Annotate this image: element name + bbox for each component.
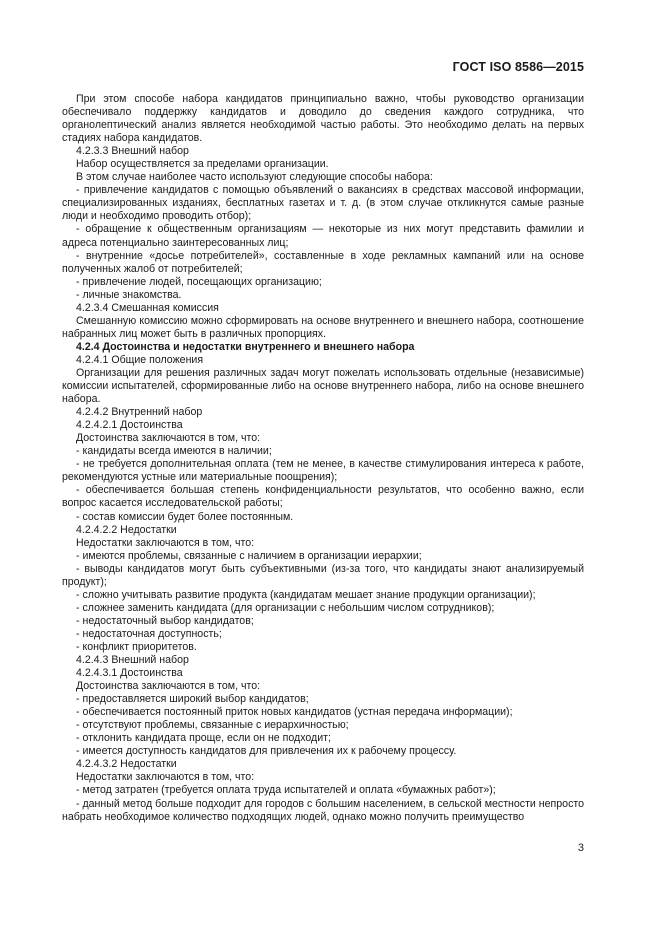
- paragraph: - внутренние «досье потребителей», составленные в ходе рекламных кампаний или на основе полученных жалоб от потребителей;: [62, 249, 584, 275]
- paragraph: - привлечение кандидатов с помощью объявлений о вакансиях в средствах массовой информации, специализированных изданиях, бесплатных газетах и т. д. (в этом случае откликнутся самые разные люди и необходимо проводить отбор);: [62, 184, 584, 223]
- page-number: 3: [577, 842, 584, 854]
- paragraph: - личные знакомства.: [76, 288, 182, 301]
- paragraph: 4.2.4.1 Общие положения: [76, 353, 204, 366]
- paragraph: - отклонить кандидата проще, если он не подходит;: [76, 732, 331, 745]
- paragraph: - обеспечивается большая степень конфиденциальности результатов, что особенно важно, если вопрос касается исследовательской работы;: [62, 484, 584, 510]
- paragraph: Недостатки заключаются в том, что:: [76, 771, 255, 784]
- paragraph: Недостатки заключаются в том, что:: [76, 536, 255, 549]
- paragraph: - выводы кандидатов могут быть субъективными (из-за того, что кандидаты знают анализируемый продукт);: [62, 562, 584, 588]
- paragraph: При этом способе набора кандидатов принципиально важно, чтобы руководство организации обеспечивало поддержку кандидатов и доводило до сведения каждого сотрудника, что органолептический анализ является необходимой частью работы. Это необходимо делать на первых стадиях набора кандидатов.: [62, 93, 584, 145]
- paragraph: - предоставляется широкий выбор кандидатов;: [76, 693, 309, 706]
- paragraph: 4.2.4.2 Внутренний набор: [76, 406, 203, 419]
- paragraph: - данный метод больше подходит для городов с большим населением, в сельской местности непросто набрать необходимое количество подходящих людей, однако можно получить преимущество: [62, 797, 584, 823]
- paragraph: Смешанную комиссию можно сформировать на основе внутреннего и внешнего набора, соотношение набранных лиц может быть в различных пропорциях.: [62, 314, 584, 340]
- paragraph: 4.2.4.3.2 Недостатки: [76, 758, 177, 771]
- paragraph: 4.2.4.3.1 Достоинства: [76, 667, 183, 680]
- paragraph: 4.2.3.3 Внешний набор: [76, 145, 189, 158]
- paragraph: - недостаточный выбор кандидатов;: [76, 614, 254, 627]
- paragraph: - метод затратен (требуется оплата труда испытателей и оплата «бумажных работ»);: [76, 784, 496, 797]
- paragraph: Набор осуществляется за пределами организации.: [76, 158, 329, 171]
- paragraph: - отсутствуют проблемы, связанные с иерархичностью;: [76, 719, 349, 732]
- paragraph: - сложно учитывать развитие продукта (кандидатам мешает знание продукции организации);: [76, 588, 536, 601]
- paragraph: - обеспечивается постоянный приток новых кандидатов (устная передача информации);: [76, 706, 513, 719]
- document-body: [62, 93, 584, 824]
- paragraph: - не требуется дополнительная оплата (тем не менее, в качестве стимулирования интереса к работе, рекомендуются устные или материальные поощрения);: [62, 458, 584, 484]
- paragraph: - недостаточная доступность;: [76, 627, 222, 640]
- paragraph: - кандидаты всегда имеются в наличии;: [76, 445, 272, 458]
- paragraph: - состав комиссии будет более постоянным.: [76, 510, 294, 523]
- paragraph: 4.2.4.2.2 Недостатки: [76, 523, 177, 536]
- paragraph: Организации для решения различных задач могут пожелать использовать отдельные (независимые) комиссии испытателей, сформированные либо на основе внутреннего набора, либо на основе внешнего набора.: [62, 366, 584, 406]
- paragraph: 4.2.4.2.1 Достоинства: [76, 419, 183, 432]
- paragraph: - сложнее заменить кандидата (для организации с небольшим числом сотрудников);: [76, 601, 495, 614]
- paragraph: - обращение к общественным организациям — некоторые из них могут представить фамилии и адреса потенциально заинтересованных лиц;: [62, 223, 584, 249]
- paragraph: - имеются проблемы, связанные с наличием в организации иерархии;: [76, 549, 422, 562]
- paragraph: 4.2.4.3 Внешний набор: [76, 654, 189, 667]
- paragraph: - конфликт приоритетов.: [76, 640, 197, 653]
- standard-header: ГОСТ ISO 8586—2015: [452, 60, 584, 74]
- paragraph: 4.2.3.4 Смешанная комиссия: [76, 301, 219, 314]
- paragraph: - имеется доступность кандидатов для привлечения их к рабочему процессу.: [76, 745, 457, 758]
- paragraph: - привлечение людей, посещающих организацию;: [76, 275, 322, 288]
- paragraph: В этом случае наиболее часто используют следующие способы набора:: [76, 171, 433, 184]
- paragraph: Достоинства заключаются в том, что:: [76, 680, 261, 693]
- paragraph: 4.2.4 Достоинства и недостатки внутреннего и внешнего набора: [76, 340, 415, 353]
- paragraph: Достоинства заключаются в том, что:: [76, 432, 261, 445]
